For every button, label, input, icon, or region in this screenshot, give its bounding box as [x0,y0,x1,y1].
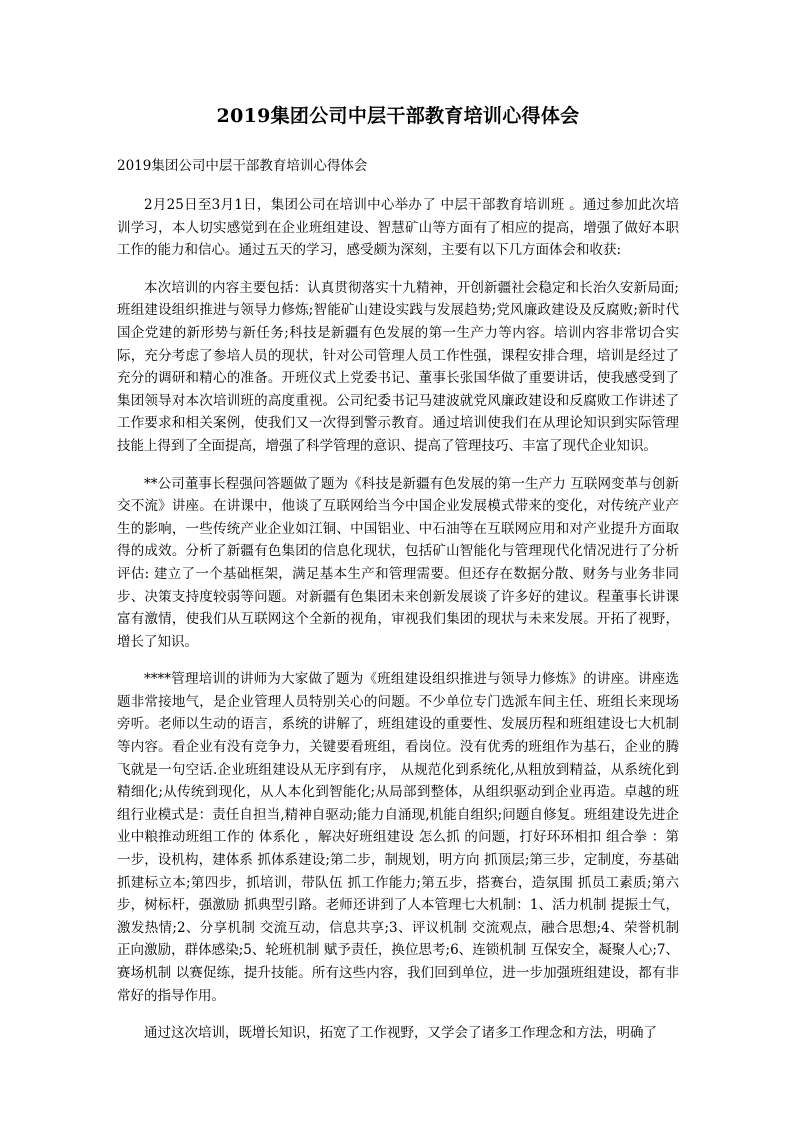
document-subtitle: 2019集团公司中层干部教育培训心得体会 [117,158,368,174]
paragraph-team-building-lecture: ****管理培训的讲师为大家做了题为《班组建设组织推进与领导力修炼》的讲座。讲座选题非常接地气，是企业管理人员特别关心的问题。不少单位专门选派车间主任、班组长来现场旁听。老师以生动的语言，系统的讲解了，班组建设的重要性、发展历程和班组建设七大机制等内容。看企业有没有竞争力，关键要看班组，看岗位。没有优秀的班组作为基石，企业的腾飞就是一句空话.企业班组建设从无序到有序， 从规范化到系统化,从粗放到精益，从系统化到精细化;从传统到现化，从人本化到智能化;从局部到整体，从组织驱动到企业再造。卓越的班组行业模式是：责任自担当,精神自驱动;能力自涌现,机能自组织;问题自修复。班组建设先进企业中粮推动班组工作的 体系化 ，解决好班组建设 怎么抓 的问题，打好环环相扣 组合拳 ：第一步，设机构，建体系 抓体系建设;第二步，制规划，明方向 抓顶层;第三步，定制度，夯基础 抓建标立本;第四步，抓培训，带队伍 抓工作能力;第五步，搭赛台，造氛围 抓员工素质;第六步，树标杆，强激励 抓典型引路。老师还讲到了人本管理七大机制：1、活力机制 提振士气，激发热情;2、分享机制 交流互动，信息共享;3、评议机制 交流观点，融合思想;4、荣誉机制 正向激励，群体感染;5、轮班机制 赋予责任，换位思考;6、连锁机制 互保安全，凝聚人心;7、赛场机制 以赛促练，提升技能。所有这些内容，我们回到单位，进一步加强班组建设，都有非常好的指导作用。 [117,671,679,1004]
paragraph-training-content: 本次培训的内容主要包括：认真贯彻落实十九精神，开创新疆社会稳定和长治久安新局面;班组建设组织推进与领导力修炼;智能矿山建设实践与发展趋势;党风廉政建设及反腐败;新时代国企党建的新形势与新任务;科技是新疆有色发展的第一生产力等内容。培训内容非常切合实际，充分考虑了参培人员的现状，针对公司管理人员工作性强，课程安排合理，培训是经过了充分的调研和精心的准备。开班仪式上党委书记、董事长张国华做了重要讲话，使我感受到了集团领导对本次培训班的高度重视。公司纪委书记马建波就党风廉政建设和反腐败工作讲述了工作要求和相关案例，使我们又一次得到警示教育。通过培训使我们在从理论知识到实际管理技能上得到了全面提高，增强了科学管理的意识、提高了管理技巧、丰富了现代企业知识。 [117,279,679,454]
paragraph-intro: 2月25日至3月1日，集团公司在培训中心举办了 中层干部教育培训班 。通过参加此次培训学习，本人切实感觉到在企业班组建设、智慧矿山等方面有了相应的提高，增强了做好本职工作的能力和信心。通过五天的学习，感受颇为深刻，主要有以下几方面体会和收获: [117,197,679,259]
paragraph-internet-lecture: **公司董事长程强问答题做了题为《科技是新疆有色发展的第一生产力 互联网变革与创新交不流》讲座。在讲课中，他谈了互联网给当今中国企业发展模式带来的变化，对传统产业产生的影响，一些传统产业企业如江铜、中国铝业、中石油等在互联网应用和对产业提升方面取得的成效。分析了新疆有色集团的信息化现状，包括矿山智能化与管理现代化情况进行了分析评估: 建立了一个基础框架，满足基本生产和管理需要。但还存在数据分散、财务与业务非同步、决策支持度较弱等问题。对新疆有色集团未来创新发展谈了许多好的建议。程董事长讲课富有激情，使我们从互联网这个全新的视角，审视我们集团的现状与未来发展。开拓了视野，增长了知识。 [117,475,679,650]
document-page [117,100,679,1060]
document-title: 2019集团公司中层干部教育培训心得体会 [216,105,580,127]
paragraph-conclusion: 通过这次培训，既增长知识，拓宽了工作视野，又学会了诸多工作理念和方法，明确了 [144,1025,657,1042]
